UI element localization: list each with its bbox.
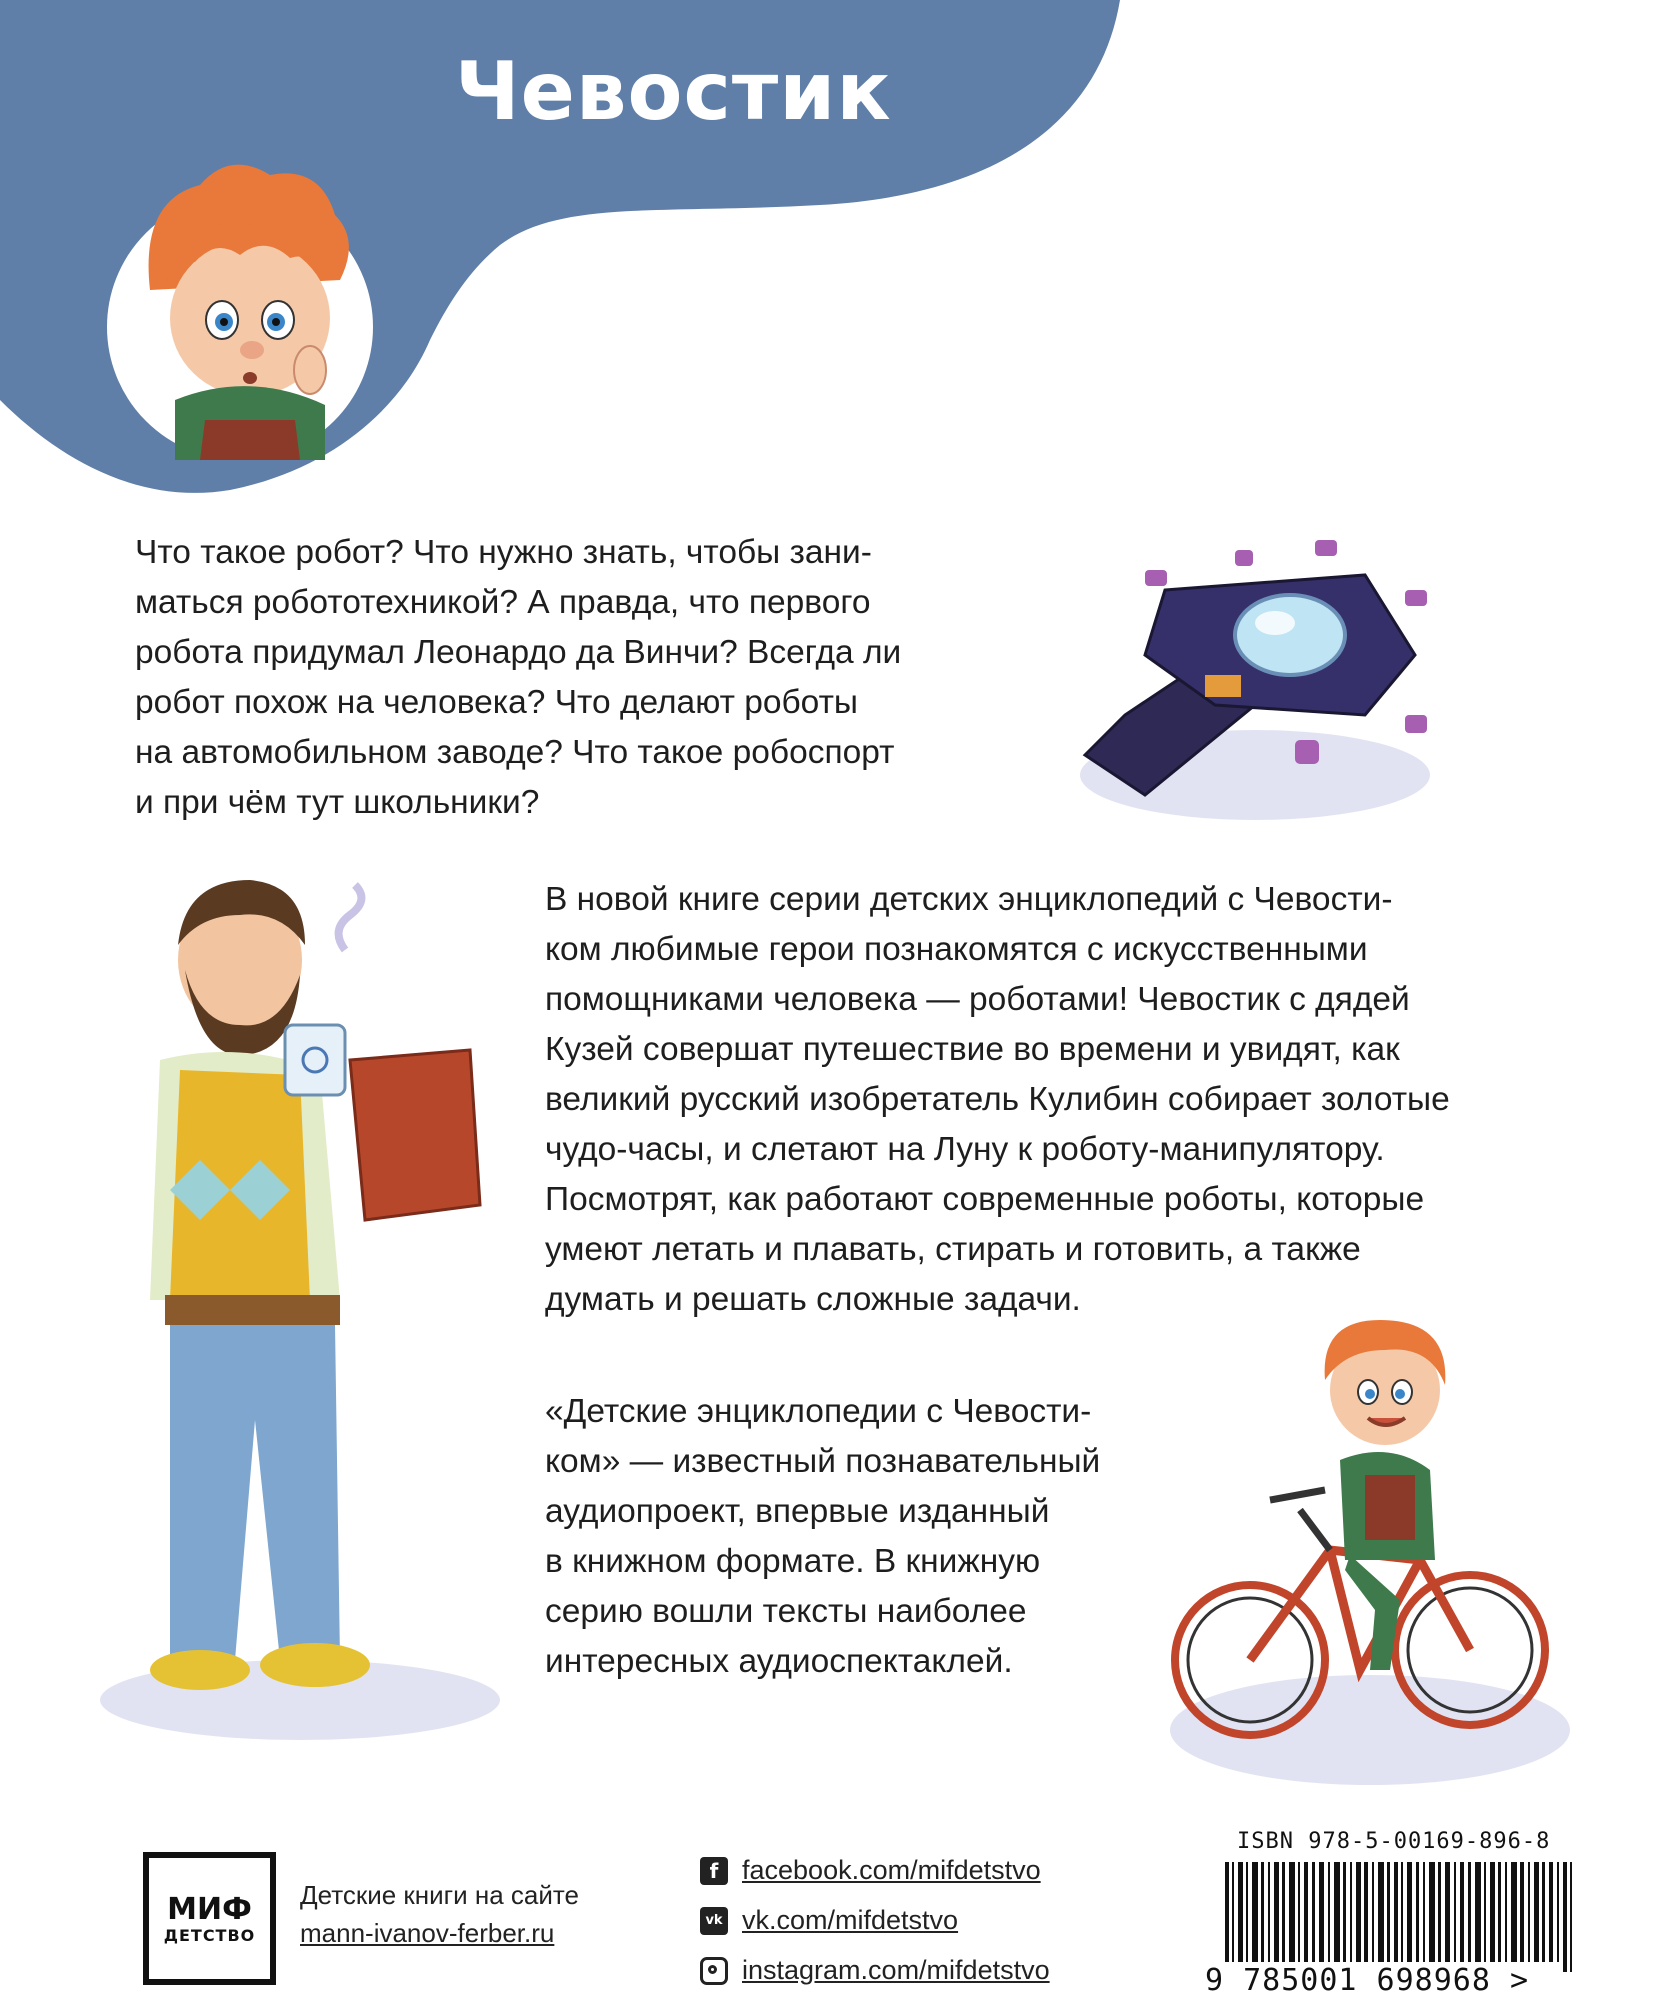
social-vk[interactable] xyxy=(700,1905,958,1936)
description-line: чудо-часы, и слетают на Луну к роботу-манипулятору. xyxy=(545,1131,1385,1168)
intro-line: робота придумал Леонардо да Винчи? Всегда ли xyxy=(135,634,902,671)
description-paragraph xyxy=(545,875,1450,1325)
isbn-text: ISBN 978-5-00169-896-8 xyxy=(1237,1829,1551,1854)
instagram-icon xyxy=(700,1957,728,1985)
description-line: Кузей совершат путешествие во времени и увидят, как xyxy=(545,1031,1400,1068)
description-line: Посмотрят, как работают современные роботы, которые xyxy=(545,1181,1425,1218)
vk-link[interactable]: vk.com/mifdetstvo xyxy=(742,1905,959,1935)
man-with-book-illustration xyxy=(90,860,520,1750)
intro-line: на автомобильном заводе? Что такое робоспорт xyxy=(135,734,895,771)
series-line: серию вошли тексты наиболее xyxy=(545,1593,1027,1630)
series-line: в книжном формате. В книжную xyxy=(545,1543,1041,1580)
gadget-illustration xyxy=(1065,505,1445,825)
instagram-link[interactable]: instagram.com/mifdetstvo xyxy=(742,1955,1050,1985)
logo-top-text: МИФ xyxy=(167,1891,252,1927)
site-link[interactable]: mann-ivanov-ferber.ru xyxy=(300,1918,555,1948)
intro-line: Что такое робот? Что нужно знать, чтобы зани- xyxy=(135,534,872,571)
intro-line: и при чём тут школьники? xyxy=(135,784,540,821)
description-line: ком любимые герои познакомятся с искусственными xyxy=(545,931,1368,968)
description-line: великий русский изобретатель Кулибин собирает золотые xyxy=(545,1081,1450,1118)
description-line: умеют летать и плавать, стирать и готовить, а также xyxy=(545,1231,1361,1268)
description-line: В новой книге серии детских энциклопедий с Чевости- xyxy=(545,881,1393,918)
publisher-logo xyxy=(143,1852,276,1985)
series-paragraph xyxy=(545,1387,1100,1687)
social-instagram[interactable] xyxy=(700,1955,1050,1986)
series-line: ком» — известный познавательный xyxy=(545,1443,1101,1480)
series-line: аудиопроект, впервые изданный xyxy=(545,1493,1050,1530)
boy-on-bike-illustration xyxy=(1150,1300,1580,1800)
facebook-icon: f xyxy=(700,1857,728,1885)
vk-icon: vk xyxy=(700,1907,728,1935)
barcode-image xyxy=(1200,1862,1660,1972)
intro-line: маться робототехникой? А правда, что первого xyxy=(135,584,871,621)
intro-paragraph xyxy=(135,528,901,828)
series-line: «Детские энциклопедии с Чевости- xyxy=(545,1393,1092,1430)
site-label: Детские книги на сайте xyxy=(300,1880,579,1910)
series-title: Чевостик xyxy=(455,45,892,138)
series-line: интересных аудиоспектаклей. xyxy=(545,1643,1013,1680)
description-line: помощниками человека — роботами! Чевостик с дядей xyxy=(545,981,1410,1018)
social-facebook[interactable] xyxy=(700,1855,1041,1886)
barcode-number: 9 785001 698968 > xyxy=(1205,1963,1530,1998)
intro-line: робот похож на человека? Что делают роботы xyxy=(135,684,858,721)
facebook-link[interactable]: facebook.com/mifdetstvo xyxy=(742,1855,1041,1885)
logo-bottom-text: ДЕТСТВО xyxy=(163,1925,256,1945)
boy-portrait-image xyxy=(149,165,349,460)
description-line: думать и решать сложные задачи. xyxy=(545,1281,1081,1318)
